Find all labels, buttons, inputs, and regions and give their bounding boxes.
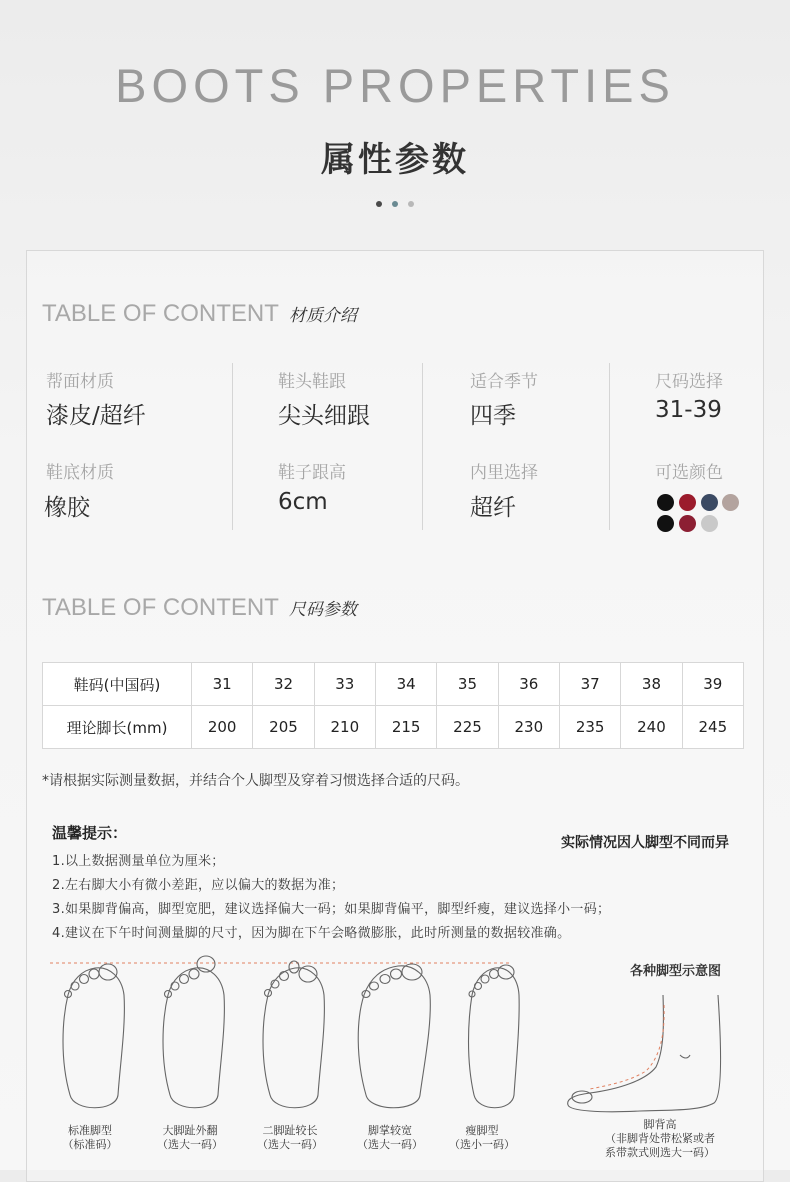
side-view-note-line1: （非脚背处带松紧或者 bbox=[605, 1132, 715, 1145]
tip-item: 2.左右脚大小有微小差距，应以偏大的数据为准； bbox=[52, 878, 345, 893]
section-heading-cn: 材质介绍 bbox=[288, 306, 357, 325]
foot-caption-standard bbox=[45, 1124, 135, 1152]
side-view-caption bbox=[590, 1118, 730, 1160]
table-row-foot-length bbox=[43, 706, 744, 749]
attr-value-season: 四季 bbox=[470, 403, 516, 429]
foot-length-cell: 210 bbox=[314, 706, 375, 749]
foot-length-cell: 205 bbox=[253, 706, 314, 749]
foot-wide-icon bbox=[358, 964, 430, 1108]
row-header: 理论脚长(mm) bbox=[43, 706, 192, 749]
size-code-cell: 34 bbox=[375, 663, 436, 706]
attr-label-upper: 帮面材质 bbox=[46, 372, 114, 392]
tip-item: 4.建议在下午时间测量脚的尺寸，因为脚在下午会略微膨胀，此时所测量的数据较准确。 bbox=[52, 926, 571, 941]
size-note: *请根据实际测量数据，并结合个人脚型及穿着习惯选择合适的尺码。 bbox=[42, 773, 469, 789]
attr-value-size: 31-39 bbox=[655, 397, 722, 423]
foot-caption-slim bbox=[437, 1124, 527, 1152]
decorative-dots bbox=[0, 192, 790, 211]
tip-item: 3.如果脚背偏高，脚型宽肥，建议选择偏大一码；如果脚背偏平，脚型纤瘦，建议选择小一码； bbox=[52, 902, 611, 917]
section-heading-en: TABLE OF CONTENT bbox=[42, 594, 279, 621]
attr-label-size: 尺码选择 bbox=[655, 372, 723, 392]
size-code-cell: 39 bbox=[682, 663, 743, 706]
foot-bunion-icon bbox=[163, 956, 224, 1108]
foot-type-advice: （标准码） bbox=[62, 1138, 118, 1151]
color-swatch[interactable] bbox=[701, 515, 718, 532]
color-swatch[interactable] bbox=[657, 515, 674, 532]
attr-label-sole: 鞋底材质 bbox=[46, 463, 114, 483]
dot-3 bbox=[408, 201, 414, 207]
attr-label-season: 适合季节 bbox=[470, 372, 538, 392]
color-swatch[interactable] bbox=[701, 494, 718, 511]
tip-item: 1.以上数据测量单位为厘米； bbox=[52, 854, 225, 869]
foot-length-cell: 235 bbox=[559, 706, 620, 749]
attr-label-colors: 可选颜色 bbox=[655, 463, 723, 483]
foot-type-name: 瘦脚型 bbox=[465, 1124, 499, 1137]
size-code-cell: 38 bbox=[621, 663, 682, 706]
size-code-cell: 37 bbox=[559, 663, 620, 706]
side-view-name: 脚背高 bbox=[643, 1118, 677, 1131]
attr-value-lining: 超纤 bbox=[470, 495, 516, 521]
foot-type-name: 大脚趾外翻 bbox=[162, 1124, 218, 1137]
foot-length-cell: 230 bbox=[498, 706, 559, 749]
table-row-size-codes bbox=[43, 663, 744, 706]
foot-outlines-illustration bbox=[40, 950, 550, 1125]
section-heading-en: TABLE OF CONTENT bbox=[42, 300, 279, 327]
size-code-cell: 32 bbox=[253, 663, 314, 706]
section-heading-materials bbox=[42, 300, 357, 328]
tips-right-note: 实际情况因人脚型不同而异 bbox=[561, 835, 729, 851]
foot-standard-icon bbox=[63, 964, 124, 1108]
divider bbox=[422, 363, 423, 530]
section-heading-sizes bbox=[42, 594, 357, 622]
attr-label-toe-heel: 鞋头鞋跟 bbox=[278, 372, 346, 392]
dot-2 bbox=[392, 201, 398, 207]
divider bbox=[232, 363, 233, 530]
foot-caption-wide bbox=[345, 1124, 435, 1152]
foot-length-cell: 215 bbox=[375, 706, 436, 749]
foot-length-cell: 225 bbox=[437, 706, 498, 749]
dot-1 bbox=[376, 201, 382, 207]
size-table bbox=[42, 662, 744, 749]
size-code-cell: 35 bbox=[437, 663, 498, 706]
foot-type-advice: （选小一码） bbox=[449, 1138, 515, 1151]
divider bbox=[609, 363, 610, 530]
row-header: 鞋码(中国码) bbox=[43, 663, 192, 706]
foot-length-cell: 200 bbox=[192, 706, 253, 749]
foot-type-advice: （选大一码） bbox=[257, 1138, 323, 1151]
color-swatch[interactable] bbox=[722, 494, 739, 511]
attr-value-heel-height: 6cm bbox=[278, 489, 328, 515]
color-swatch[interactable] bbox=[657, 494, 674, 511]
attr-label-heel-height: 鞋子跟高 bbox=[278, 463, 346, 483]
foot-caption-bunion bbox=[145, 1124, 235, 1152]
color-swatch[interactable] bbox=[679, 515, 696, 532]
side-view-note-line2: 系带款式则选大一码） bbox=[605, 1146, 715, 1159]
size-code-cell: 36 bbox=[498, 663, 559, 706]
attr-value-upper: 漆皮/超纤 bbox=[46, 403, 146, 429]
foot-type-advice: （选大一码） bbox=[357, 1138, 423, 1151]
foot-slim-icon bbox=[469, 965, 520, 1108]
size-code-cell: 31 bbox=[192, 663, 253, 706]
diagram-title: 各种脚型示意图 bbox=[630, 964, 722, 979]
color-swatch[interactable] bbox=[679, 494, 696, 511]
size-code-cell: 33 bbox=[314, 663, 375, 706]
tips-title: 温馨提示： bbox=[52, 824, 128, 842]
foot-type-name: 标准脚型 bbox=[68, 1124, 112, 1137]
foot-type-name: 脚掌较宽 bbox=[368, 1124, 412, 1137]
foot-type-name: 二脚趾较长 bbox=[262, 1124, 318, 1137]
foot-length-cell: 245 bbox=[682, 706, 743, 749]
attr-value-toe-heel: 尖头细跟 bbox=[278, 403, 370, 429]
high-instep-side-view-icon bbox=[560, 985, 750, 1115]
attr-label-lining: 内里选择 bbox=[470, 463, 538, 483]
title-chinese: 属性参数 bbox=[321, 140, 469, 180]
section-heading-cn: 尺码参数 bbox=[288, 600, 357, 619]
title-english: BOOTS PROPERTIES bbox=[115, 59, 675, 112]
foot-caption-long-second-toe bbox=[245, 1124, 335, 1152]
foot-length-cell: 240 bbox=[621, 706, 682, 749]
attr-value-sole: 橡胶 bbox=[44, 495, 90, 521]
foot-long-second-toe-icon bbox=[263, 961, 324, 1108]
foot-type-advice: （选大一码） bbox=[157, 1138, 223, 1151]
